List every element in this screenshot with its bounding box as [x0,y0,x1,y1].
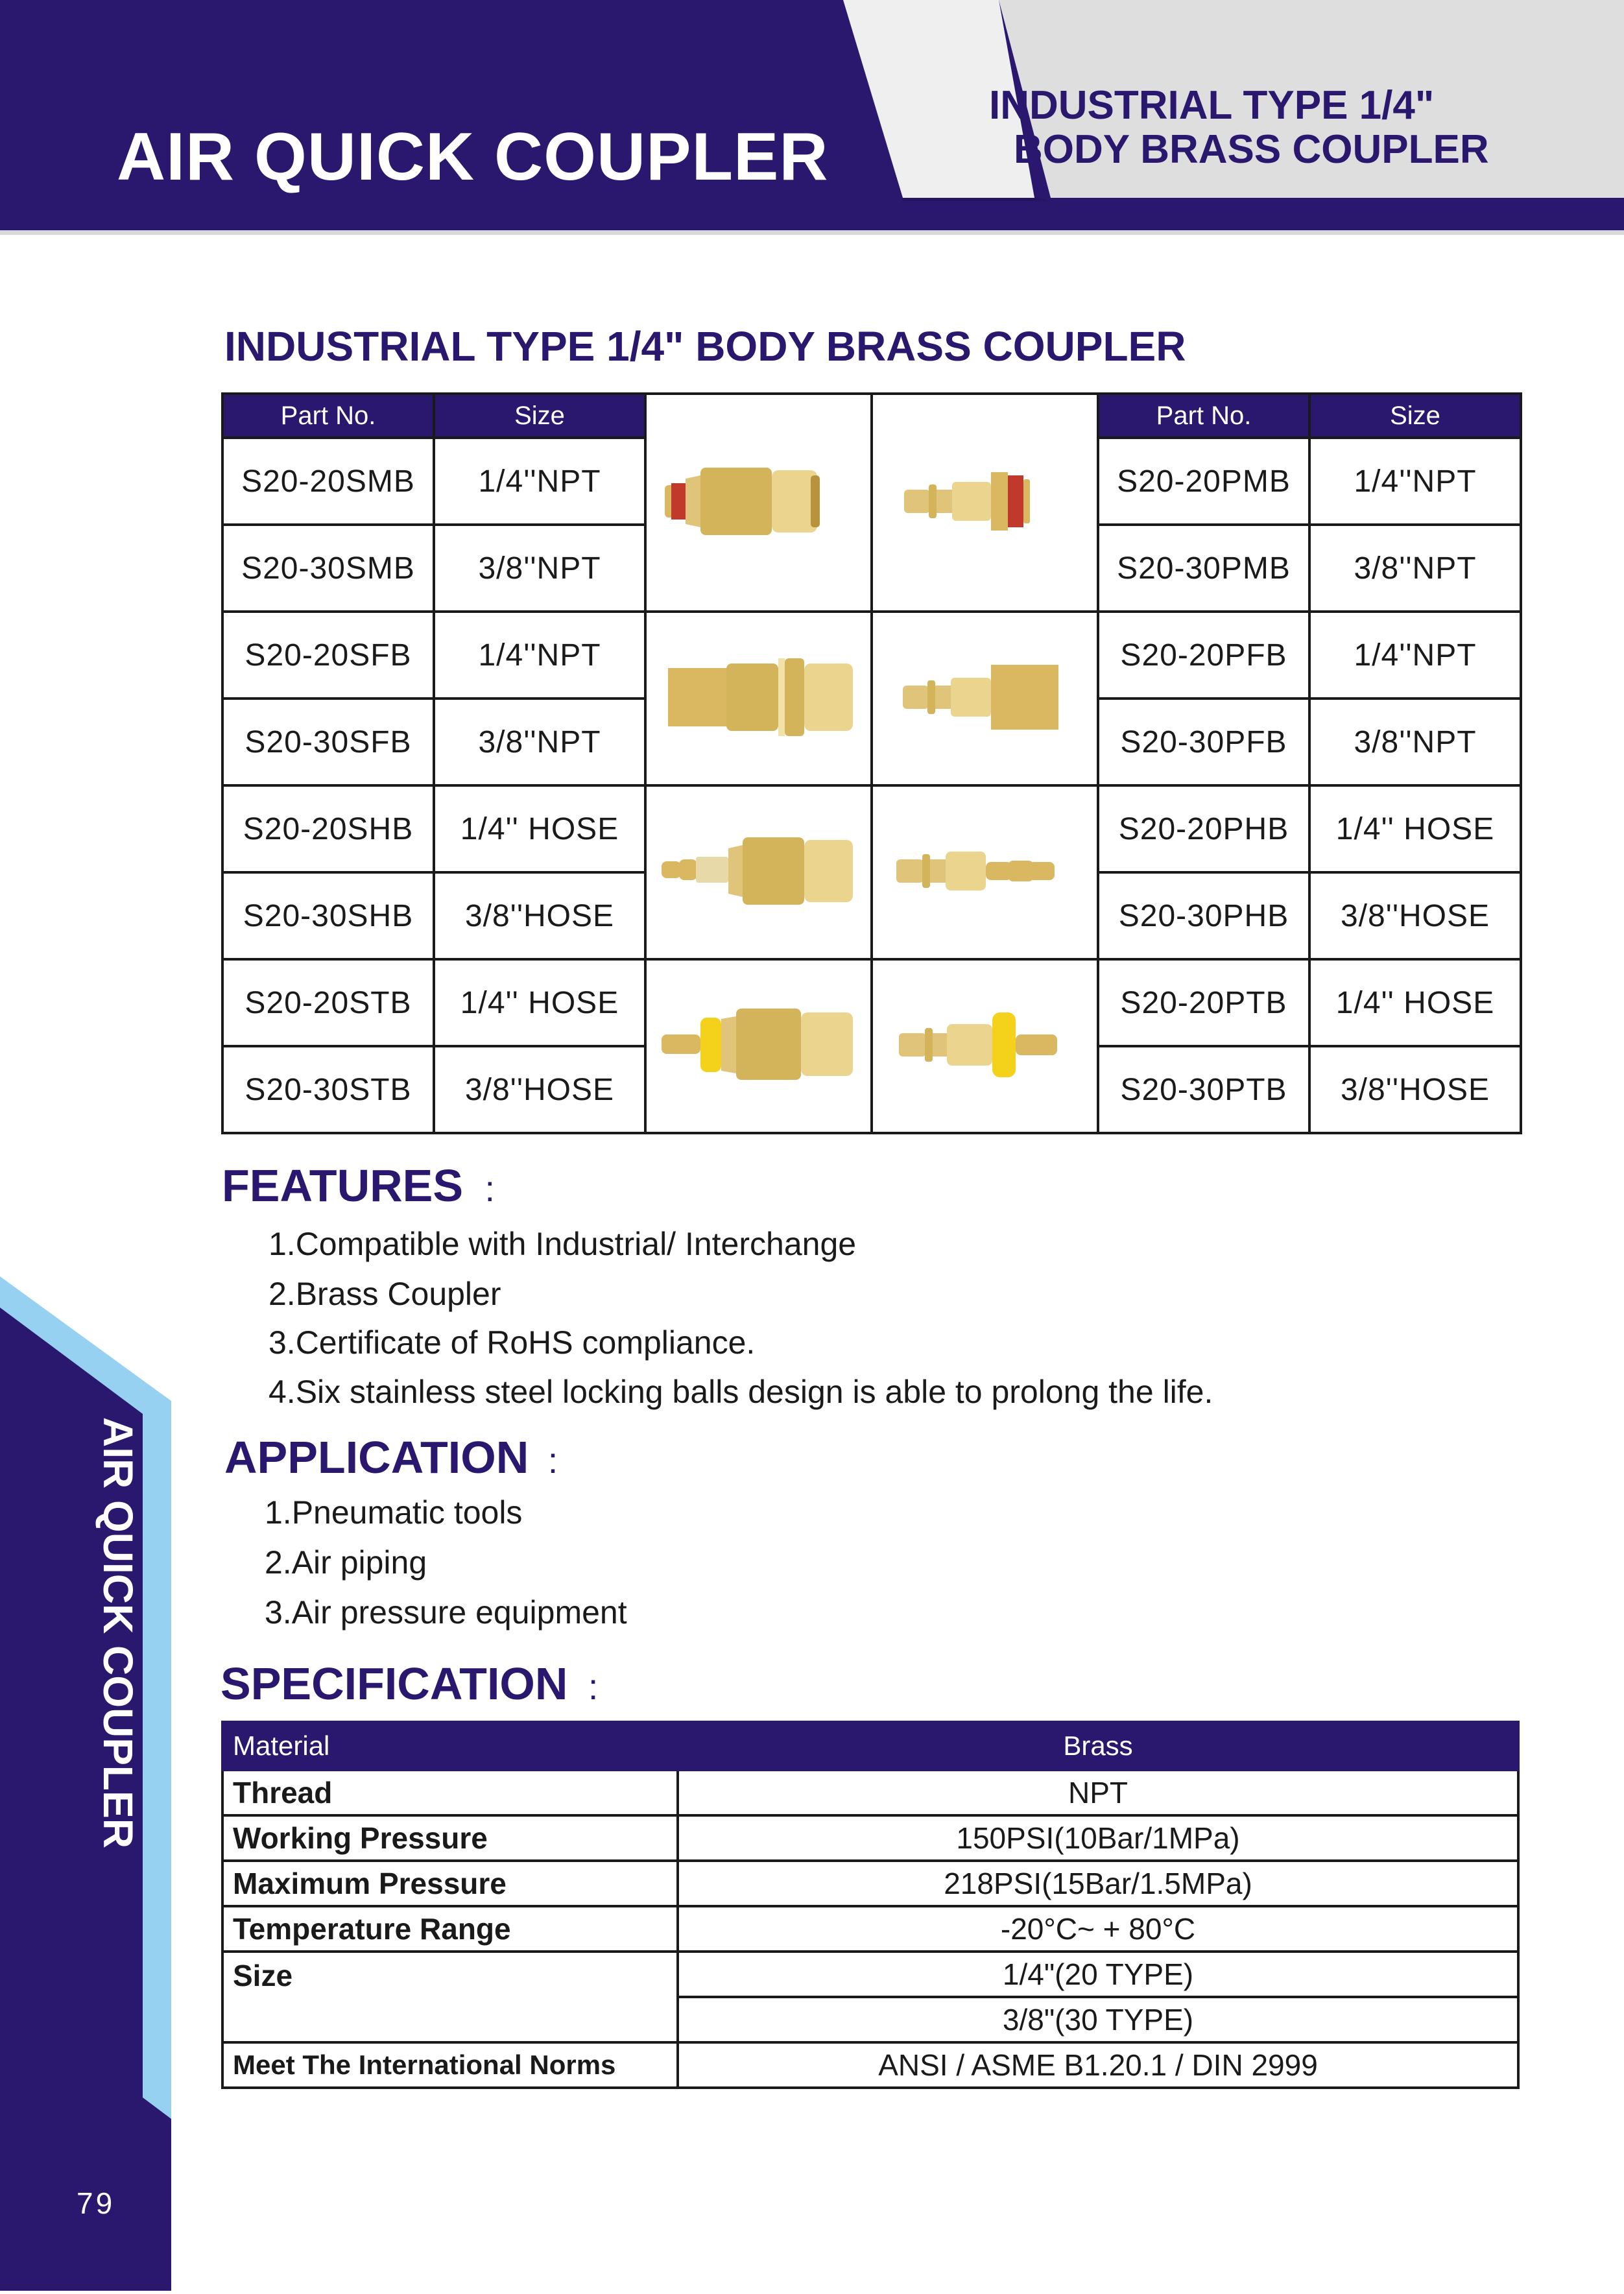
table-row [222,785,1521,872]
application-item: 1.Pneumatic tools [265,1494,523,1531]
features-title-text: FEATURES [222,1160,464,1211]
application-colon: : [547,1440,558,1481]
part-size: 3/8''NPT [434,699,645,785]
part-size: 3/8''HOSE [434,1046,645,1133]
spec-row [222,2042,1518,2088]
product-image-cell [645,394,872,612]
side-tab-label: AIR QUICK COUPLER [95,1417,141,1848]
table-header-row [222,394,1521,438]
spec-header-row [222,1722,1518,1770]
spec-label: Temperature Range [222,1906,678,1952]
part-number: S20-20PHB [1098,785,1309,872]
header-subtitle-line2: BODY BRASS COUPLER [1014,127,1489,172]
part-size: 1/4''NPT [1309,438,1521,525]
product-image-cell [872,394,1098,612]
brass-coupler-push-lock-yellow-collar-image [652,986,866,1103]
product-image-cell [872,959,1098,1133]
specification-title-text: SPECIFICATION [221,1658,568,1709]
part-number: S20-20PMB [1098,438,1309,525]
product-image-cell [645,612,872,785]
part-number: S20-20PTB [1098,959,1309,1046]
feature-item: 1.Compatible with Industrial/ Interchange [269,1226,857,1262]
part-size: 3/8''HOSE [1309,1046,1521,1133]
specification-title [221,1658,599,1709]
specification-table [221,1721,1520,2089]
product-image-cell [872,612,1098,785]
parts-table [221,392,1522,1134]
part-size: 1/4'' HOSE [1309,959,1521,1046]
spec-label: Maximum Pressure [222,1861,678,1906]
spec-row [222,1952,1518,1997]
column-header-part-no: Part No. [222,394,434,438]
part-size: 1/4'' HOSE [434,785,645,872]
part-number: S20-20STB [222,959,434,1046]
table-row [222,959,1521,1046]
product-image-cell [645,959,872,1133]
product-image-cell [872,785,1098,959]
part-size: 3/8''HOSE [434,872,645,959]
spec-row [222,1815,1518,1861]
part-number: S20-20SMB [222,438,434,525]
part-number: S20-30STB [222,1046,434,1133]
product-image-cell [645,785,872,959]
part-size: 3/8''HOSE [1309,872,1521,959]
part-number: S20-30SFB [222,699,434,785]
spec-value: 3/8"(30 TYPE) [678,1997,1518,2042]
spec-row [222,1861,1518,1906]
spec-value: 218PSI(15Bar/1.5MPa) [678,1861,1518,1906]
side-tab-background [0,1271,175,2291]
application-title-text: APPLICATION [224,1432,529,1483]
spec-value: ANSI / ASME B1.20.1 / DIN 2999 [678,2042,1518,2088]
part-number: S20-20PFB [1098,612,1309,699]
spec-value: -20°C~ + 80°C [678,1906,1518,1952]
part-size: 1/4''NPT [1309,612,1521,699]
feature-item: 3.Certificate of RoHS compliance. [269,1324,756,1361]
brass-plug-female-thread-image [878,639,1092,756]
part-size: 1/4''NPT [434,438,645,525]
page-number: 79 [77,2186,115,2220]
header-subtitle-line1: INDUSTRIAL TYPE 1/4" [989,83,1435,128]
side-tab [0,1271,175,2291]
spec-label: Size [222,1952,678,2042]
feature-item: 2.Brass Coupler [269,1276,501,1312]
part-size: 1/4''NPT [434,612,645,699]
header-title: AIR QUICK COUPLER [117,119,829,195]
column-header-size: Size [434,394,645,438]
application-item: 2.Air piping [265,1544,427,1581]
spec-row [222,1770,1518,1815]
part-number: S20-30PMB [1098,525,1309,612]
column-header-size: Size [1309,394,1521,438]
brass-plug-male-thread-red-seal-image [878,449,1092,553]
part-number: S20-30SHB [222,872,434,959]
spec-label: Thread [222,1770,678,1815]
brass-plug-hose-barb-image [878,813,1092,929]
part-number: S20-20SFB [222,612,434,699]
header-banner [0,0,1624,235]
spec-label: Material [222,1722,678,1770]
brass-coupler-hose-barb-image [652,813,866,929]
features-title [222,1160,496,1211]
part-number: S20-30PHB [1098,872,1309,959]
table-row [222,612,1521,699]
product-section-title: INDUSTRIAL TYPE 1/4" BODY BRASS COUPLER [224,323,1186,370]
brass-plug-push-lock-yellow-collar-image [878,986,1092,1103]
brass-coupler-female-thread-image [652,639,866,756]
part-number: S20-30PFB [1098,699,1309,785]
application-title [224,1432,558,1483]
spec-row [222,1906,1518,1952]
spec-label: Working Pressure [222,1815,678,1861]
features-colon: : [484,1168,496,1209]
spec-value: NPT [678,1770,1518,1815]
part-size: 1/4'' HOSE [1309,785,1521,872]
spec-value: 1/4"(20 TYPE) [678,1952,1518,1997]
part-size: 3/8''NPT [1309,699,1521,785]
column-header-part-no: Part No. [1098,394,1309,438]
spec-value: 150PSI(10Bar/1MPa) [678,1815,1518,1861]
application-item: 3.Air pressure equipment [265,1594,627,1631]
spec-value: Brass [678,1722,1518,1770]
specification-colon: : [588,1666,599,1707]
brass-coupler-male-thread-red-seal-image [652,449,866,553]
part-number: S20-30SMB [222,525,434,612]
part-number: S20-30PTB [1098,1046,1309,1133]
part-number: S20-20SHB [222,785,434,872]
feature-item: 4.Six stainless steel locking balls design is able to prolong the life. [269,1374,1213,1410]
part-size: 3/8''NPT [1309,525,1521,612]
part-size: 3/8''NPT [434,525,645,612]
spec-label: Meet The International Norms [222,2042,678,2088]
part-size: 1/4'' HOSE [434,959,645,1046]
